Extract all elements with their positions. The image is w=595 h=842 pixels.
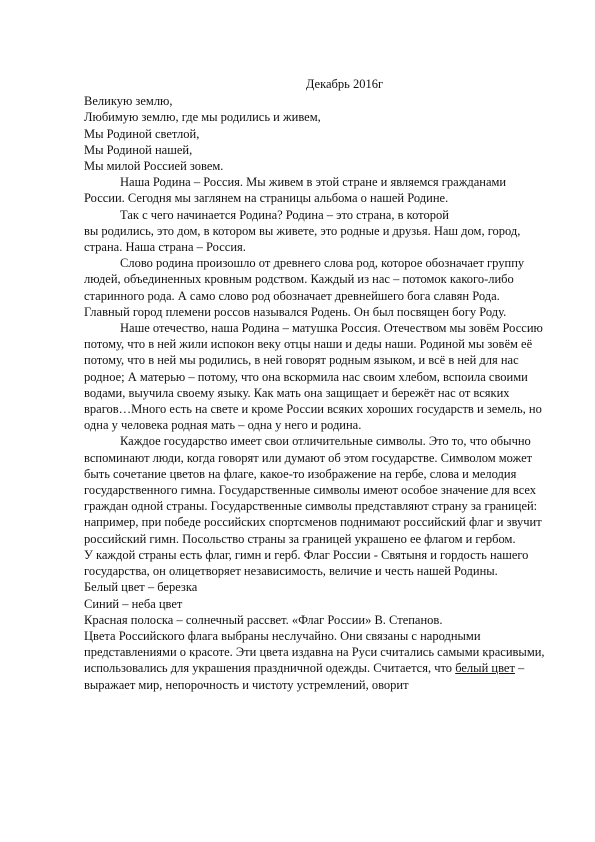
paragraph-motherland-cont: вы родились, это дом, в котором вы живете, это родные и друзья. Наш дом, город, страна. Наша страна – Россия. xyxy=(84,223,521,255)
poem-line: Любимую землю, где мы родились и живем, xyxy=(84,110,321,125)
poem xyxy=(84,93,545,174)
verse-line: Красная полоска – солнечный рассвет. «Флаг России» В. Степанов. xyxy=(84,612,443,627)
paragraph-flag: У каждой страны есть флаг, гимн и герб. Флаг России - Святыня и гордость нашего государства, он олицетворяет независимость, величие и честь нашей Родины. xyxy=(84,547,529,579)
paragraph-motherland-start: Так с чего начинается Родина? Родина – это страна, в которой xyxy=(120,207,449,222)
verse-line: Синий – неба цвет xyxy=(84,596,183,611)
paragraph-symbols: Каждое государство имеет свои отличительные символы. Это то, что обычно вспоминают люди, когда говорят или думают об этом государстве. Символом может быть сочетание цветов на флаге, какое-то изображение на гербе, слова и мелодия государственного гимна. Государственные символы имеют особое значение для всех граждан одной страны. Государственные символы представляют страну за границей: например, при победе российских спортсменов поднимают российский флаг и звучит российский гимн. Посольство страны за границей украшено ее флагом и гербом. xyxy=(84,434,542,546)
document-date: Декабрь 2016г xyxy=(305,77,384,91)
poem-line: Мы Родиной нашей, xyxy=(84,142,193,157)
white-color-term: белый цвет xyxy=(455,661,515,676)
poem-line: Мы Родиной светлой, xyxy=(84,126,200,141)
verse-line: Белый цвет – березка xyxy=(84,580,198,595)
flag-colors-text-end: – выражает мир, непорочность и чистоту устремлений, оворит xyxy=(84,661,525,692)
paragraph-flag-colors xyxy=(84,628,545,693)
paragraph-word-origin: Слово родина произошло от древнего слова род, которое обозначает группу людей, объединенных кровным родством. Каждый из нас – потомок какого-либо старинного рода. А само слово род обозначает древнейшего бога славян Рода. Главный город племени россов назывался Родень. Он был посвящен богу Роду. xyxy=(84,256,525,319)
paragraph-fatherland: Наше отечество, наша Родина – матушка Россия. Отечеством мы зовём Россию потому, что в ней жили испокон веку отцы наши и деды наши. Родиной мы зовём её потому, что в ней мы родились, в ней говорят родным языком, и всё в ней для нас родное; А матерью – потому, что она вскормила нас своим хлебом, вспоила своими водами, выучила своему языку. Как мать она защищает и бережёт нас от всяких врагов…Много есть на свете и кроме России всяких хороших государств и земель, но одна у человека родная мать – одна у него и родина. xyxy=(84,321,543,433)
poem-line: Великую землю, xyxy=(84,94,173,109)
paragraph-russia: Наша Родина – Россия. Мы живем в этой стране и являемся гражданами России. Сегодня мы заглянем на страницы альбома о нашей Родине. xyxy=(84,175,507,206)
poem-line: Мы милой Россией зовем. xyxy=(84,159,224,174)
flag-colors-text: Цвета Российского флага выбраны неслучайно. Они связаны с народными представлениями о красоте. Эти цвета издавна на Руси считались самыми красивыми, использовались для украшения праздничной одежды. Считается, что xyxy=(84,628,545,676)
